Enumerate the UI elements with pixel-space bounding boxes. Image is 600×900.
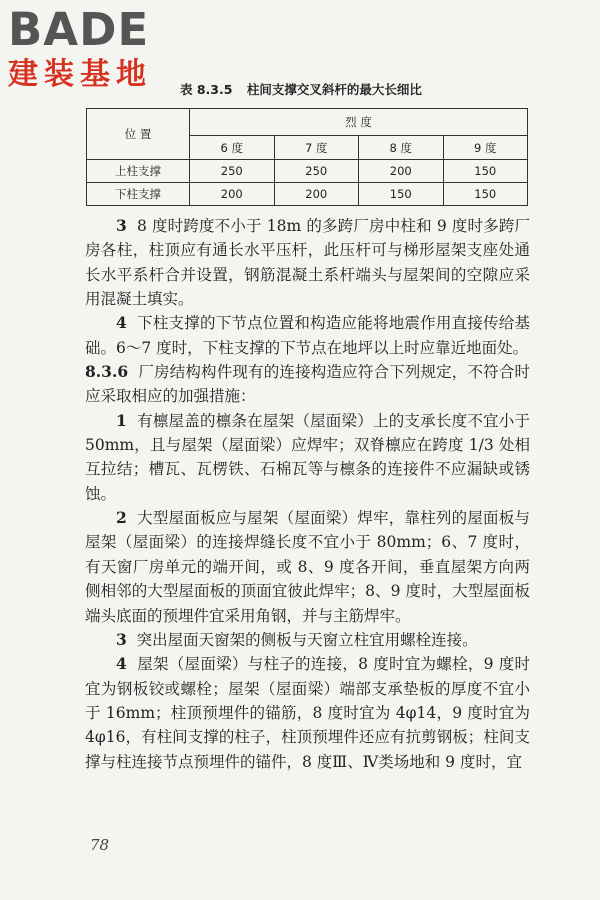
table-cell: 150 xyxy=(443,183,528,206)
paragraph xyxy=(85,628,530,652)
item-number: 4 xyxy=(116,313,127,333)
logo xyxy=(8,4,178,92)
paragraph xyxy=(85,652,530,774)
page-number: 78 xyxy=(90,836,110,854)
paragraph-text: 突出屋面天窗架的侧板与天窗立柱宜用螺栓连接。 xyxy=(136,630,478,649)
paragraph xyxy=(85,506,530,628)
item-number: 2 xyxy=(116,508,127,528)
paragraph xyxy=(85,311,530,360)
body-text xyxy=(85,214,530,774)
table-cell: 150 xyxy=(443,160,528,183)
paragraph xyxy=(85,409,530,506)
section-number: 8.3.6 xyxy=(85,362,129,382)
table-cell: 200 xyxy=(190,183,275,206)
table-cell: 250 xyxy=(274,160,359,183)
section-paragraph xyxy=(85,360,530,409)
item-number: 1 xyxy=(116,410,127,430)
paragraph-text: 屋架（屋面梁）与柱子的连接，8 度时宜为螺栓，9 度时宜为钢板铰或螺栓；屋架（屋面梁）端部支承垫板的厚度不宜小于 16mm；柱顶预埋件的锚筋，8 度时宜为 4φ14，9 度时宜为 4φ16，有柱间支撑的柱子，柱顶预埋件还应有抗剪钢板；柱间支撑与柱连接节点预埋件的锚件，8 度Ⅲ、Ⅳ类场地和 9 度时，宜 xyxy=(85,655,530,771)
paragraph-text: 大型屋面板应与屋架（屋面梁）焊牢，靠柱列的屋面板与屋架（屋面梁）的连接焊缝长度不宜小于 80mm；6、7 度时，有天窗厂房单元的端开间，或 8、9 度各开间，垂直屋架方向两侧相邻的大型屋面板的顶面宜彼此焊牢；8、9 度时，大型屋面板端头底面的预埋件宜采用角钢，并与主筋焊牢。 xyxy=(85,509,530,625)
table-cell: 200 xyxy=(274,183,359,206)
paragraph-text: 8 度时跨度不小于 18m 的多跨厂房中柱和 9 度时多跨厂房各柱，柱顶应有通长水平压杆，此压杆可与梯形屋架支座处通长水平系杆合并设置，钢筋混凝土系杆端头与屋架间的空隙应采用混凝土填实。 xyxy=(85,217,531,309)
table-row xyxy=(87,183,528,206)
column-header: 9 度 xyxy=(443,136,528,160)
row-label: 下柱支撑 xyxy=(87,183,190,206)
table-row xyxy=(87,160,528,183)
table-cell: 250 xyxy=(190,160,275,183)
column-header: 6 度 xyxy=(190,136,275,160)
slenderness-table xyxy=(86,108,528,206)
table-number: 表 8.3.5 xyxy=(180,82,233,97)
paragraph-text: 有檩屋盖的檩条在屋架（屋面梁）上的支承长度不宜小于 50mm，且与屋架（屋面梁）应焊牢；双脊檩应在跨度 1/3 处相互拉结；槽瓦、瓦楞铁、石棉瓦等与檩条的连接件不应漏缺或锈蚀。 xyxy=(85,411,530,503)
table-corner-header: 位 置 xyxy=(87,109,190,160)
paragraph xyxy=(85,214,530,311)
table-cell: 200 xyxy=(359,160,444,183)
logo-subtitle: 建装基地 xyxy=(8,57,152,92)
paragraph-text: 下柱支撑的下节点位置和构造应能将地震作用直接传给基础。6～7 度时，下柱支撑的下节点在地坪以上时应靠近地面处。 xyxy=(85,314,530,357)
item-number: 4 xyxy=(116,654,127,674)
table-caption xyxy=(180,80,422,98)
column-header: 8 度 xyxy=(359,136,444,160)
column-header: 7 度 xyxy=(274,136,359,160)
paragraph-text: 厂房结构构件现有的连接构造应符合下列规定，不符合时应采取相应的加强措施： xyxy=(85,363,530,406)
table-cell: 150 xyxy=(359,183,444,206)
row-label: 上柱支撑 xyxy=(87,160,190,183)
logo-word: BADE xyxy=(8,3,150,56)
table-title: 柱间支撑交叉斜杆的最大长细比 xyxy=(246,82,422,97)
table-group-header: 烈 度 xyxy=(190,109,528,136)
item-number: 3 xyxy=(116,629,127,649)
item-number: 3 xyxy=(116,216,127,235)
